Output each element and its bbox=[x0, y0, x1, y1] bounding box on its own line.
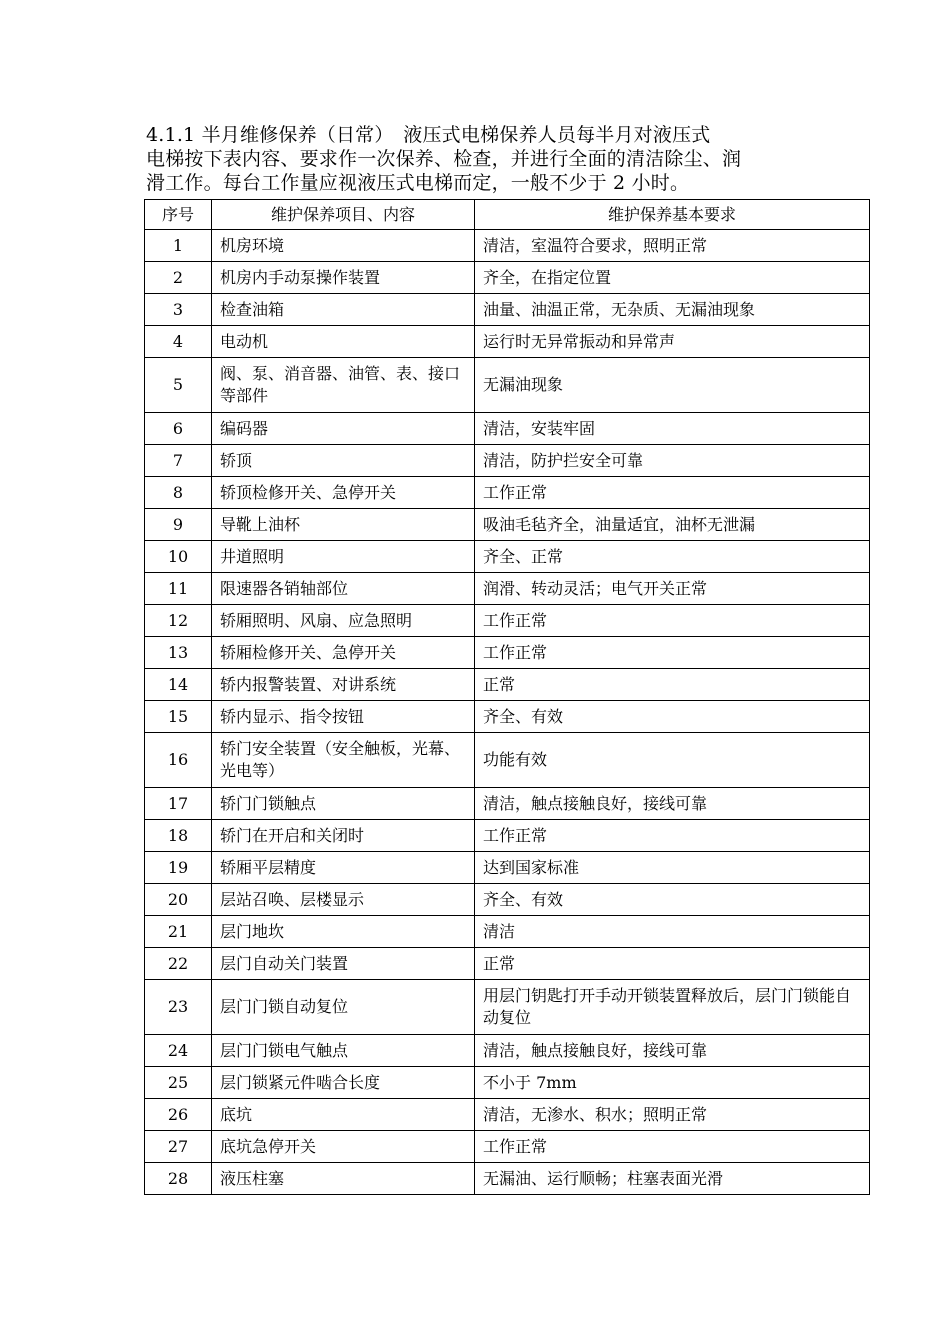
table-row bbox=[145, 820, 870, 852]
table-row bbox=[145, 1163, 870, 1195]
intro-line: 电梯按下表内容、要求作一次保养、检查，并进行全面的清洁除尘、润 bbox=[146, 148, 742, 170]
row-seq: 17 bbox=[145, 788, 212, 820]
row-seq: 14 bbox=[145, 669, 212, 701]
header-item: 维护保养项目、内容 bbox=[212, 200, 475, 230]
row-requirement: 不小于 7mm bbox=[475, 1067, 870, 1099]
row-seq: 13 bbox=[145, 637, 212, 669]
row-requirement: 工作正常 bbox=[475, 1131, 870, 1163]
table-row bbox=[145, 884, 870, 916]
row-item: 限速器各销轴部位 bbox=[212, 573, 475, 605]
row-seq: 3 bbox=[145, 294, 212, 326]
row-item: 底坑急停开关 bbox=[212, 1131, 475, 1163]
maintenance-table bbox=[144, 199, 870, 1195]
row-seq: 11 bbox=[145, 573, 212, 605]
row-item: 轿门安全装置（安全触板，光幕、光电等） bbox=[212, 733, 475, 788]
table-row bbox=[145, 605, 870, 637]
header-seq: 序号 bbox=[145, 200, 212, 230]
row-seq: 28 bbox=[145, 1163, 212, 1195]
row-seq: 12 bbox=[145, 605, 212, 637]
row-seq: 19 bbox=[145, 852, 212, 884]
table-row bbox=[145, 948, 870, 980]
table-row bbox=[145, 788, 870, 820]
row-item: 机房内手动泵操作装置 bbox=[212, 262, 475, 294]
row-item: 轿厢检修开关、急停开关 bbox=[212, 637, 475, 669]
row-seq: 5 bbox=[145, 358, 212, 413]
row-item: 轿厢照明、风扇、应急照明 bbox=[212, 605, 475, 637]
row-requirement: 功能有效 bbox=[475, 733, 870, 788]
row-item: 阀、泵、消音器、油管、表、接口等部件 bbox=[212, 358, 475, 413]
header-requirement: 维护保养基本要求 bbox=[475, 200, 870, 230]
row-item: 轿内报警装置、对讲系统 bbox=[212, 669, 475, 701]
row-seq: 18 bbox=[145, 820, 212, 852]
row-seq: 9 bbox=[145, 509, 212, 541]
row-seq: 21 bbox=[145, 916, 212, 948]
row-requirement: 油量、油温正常，无杂质、无漏油现象 bbox=[475, 294, 870, 326]
table-row bbox=[145, 1131, 870, 1163]
table-row bbox=[145, 852, 870, 884]
row-item: 机房环境 bbox=[212, 230, 475, 262]
row-item: 导靴上油杯 bbox=[212, 509, 475, 541]
row-requirement: 清洁，触点接触良好，接线可靠 bbox=[475, 1035, 870, 1067]
table-row bbox=[145, 916, 870, 948]
table-row bbox=[145, 445, 870, 477]
table-row bbox=[145, 669, 870, 701]
table-row bbox=[145, 1099, 870, 1131]
row-item: 轿顶 bbox=[212, 445, 475, 477]
table-row bbox=[145, 980, 870, 1035]
intro-line: 滑工作。每台工作量应视液压式电梯而定，一般不少于 2 小时。 bbox=[146, 172, 690, 194]
row-seq: 20 bbox=[145, 884, 212, 916]
table-row bbox=[145, 573, 870, 605]
table-row bbox=[145, 637, 870, 669]
intro-line: 4.1.1 半月维修保养（日常） 液压式电梯保养人员每半月对液压式 bbox=[146, 124, 711, 146]
row-seq: 16 bbox=[145, 733, 212, 788]
table-row bbox=[145, 1035, 870, 1067]
row-seq: 24 bbox=[145, 1035, 212, 1067]
row-requirement: 清洁，安装牢固 bbox=[475, 413, 870, 445]
row-seq: 4 bbox=[145, 326, 212, 358]
row-requirement: 清洁，室温符合要求，照明正常 bbox=[475, 230, 870, 262]
row-requirement: 工作正常 bbox=[475, 820, 870, 852]
row-item: 轿内显示、指令按钮 bbox=[212, 701, 475, 733]
row-item: 轿门门锁触点 bbox=[212, 788, 475, 820]
table-row bbox=[145, 294, 870, 326]
row-requirement: 正常 bbox=[475, 669, 870, 701]
row-item: 层门自动关门装置 bbox=[212, 948, 475, 980]
row-seq: 8 bbox=[145, 477, 212, 509]
row-requirement: 工作正常 bbox=[475, 605, 870, 637]
row-item: 轿厢平层精度 bbox=[212, 852, 475, 884]
table-row bbox=[145, 733, 870, 788]
table-row bbox=[145, 541, 870, 573]
table-row bbox=[145, 701, 870, 733]
row-item: 电动机 bbox=[212, 326, 475, 358]
row-item: 层门地坎 bbox=[212, 916, 475, 948]
row-item: 层门门锁自动复位 bbox=[212, 980, 475, 1035]
row-seq: 7 bbox=[145, 445, 212, 477]
row-item: 轿顶检修开关、急停开关 bbox=[212, 477, 475, 509]
table-row bbox=[145, 477, 870, 509]
table-row bbox=[145, 262, 870, 294]
row-item: 液压柱塞 bbox=[212, 1163, 475, 1195]
row-item: 检查油箱 bbox=[212, 294, 475, 326]
row-seq: 1 bbox=[145, 230, 212, 262]
table-header-row bbox=[145, 200, 870, 230]
row-requirement: 齐全，在指定位置 bbox=[475, 262, 870, 294]
row-requirement: 齐全、有效 bbox=[475, 701, 870, 733]
row-requirement: 工作正常 bbox=[475, 477, 870, 509]
table-row bbox=[145, 358, 870, 413]
table-body bbox=[145, 230, 870, 1195]
row-requirement: 齐全、正常 bbox=[475, 541, 870, 573]
table-row bbox=[145, 326, 870, 358]
row-item: 层站召唤、层楼显示 bbox=[212, 884, 475, 916]
row-seq: 15 bbox=[145, 701, 212, 733]
row-seq: 6 bbox=[145, 413, 212, 445]
row-requirement: 用层门钥匙打开手动开锁装置释放后，层门门锁能自动复位 bbox=[475, 980, 870, 1035]
row-requirement: 润滑、转动灵活；电气开关正常 bbox=[475, 573, 870, 605]
table-row bbox=[145, 509, 870, 541]
row-item: 层门锁紧元件啮合长度 bbox=[212, 1067, 475, 1099]
row-seq: 23 bbox=[145, 980, 212, 1035]
row-item: 层门门锁电气触点 bbox=[212, 1035, 475, 1067]
row-item: 底坑 bbox=[212, 1099, 475, 1131]
row-seq: 26 bbox=[145, 1099, 212, 1131]
row-seq: 25 bbox=[145, 1067, 212, 1099]
row-requirement: 工作正常 bbox=[475, 637, 870, 669]
row-requirement: 无漏油、运行顺畅；柱塞表面光滑 bbox=[475, 1163, 870, 1195]
row-requirement: 正常 bbox=[475, 948, 870, 980]
row-requirement: 清洁，无渗水、积水；照明正常 bbox=[475, 1099, 870, 1131]
table-row bbox=[145, 1067, 870, 1099]
row-requirement: 运行时无异常振动和异常声 bbox=[475, 326, 870, 358]
row-seq: 10 bbox=[145, 541, 212, 573]
row-seq: 27 bbox=[145, 1131, 212, 1163]
row-seq: 22 bbox=[145, 948, 212, 980]
row-requirement: 吸油毛毡齐全，油量适宜，油杯无泄漏 bbox=[475, 509, 870, 541]
row-item: 井道照明 bbox=[212, 541, 475, 573]
row-requirement: 无漏油现象 bbox=[475, 358, 870, 413]
row-requirement: 达到国家标准 bbox=[475, 852, 870, 884]
row-requirement: 齐全、有效 bbox=[475, 884, 870, 916]
row-item: 轿门在开启和关闭时 bbox=[212, 820, 475, 852]
row-requirement: 清洁 bbox=[475, 916, 870, 948]
intro-paragraph bbox=[146, 123, 814, 195]
table-row bbox=[145, 413, 870, 445]
table-row bbox=[145, 230, 870, 262]
row-requirement: 清洁，防护拦安全可靠 bbox=[475, 445, 870, 477]
row-requirement: 清洁，触点接触良好，接线可靠 bbox=[475, 788, 870, 820]
row-item: 编码器 bbox=[212, 413, 475, 445]
row-seq: 2 bbox=[145, 262, 212, 294]
